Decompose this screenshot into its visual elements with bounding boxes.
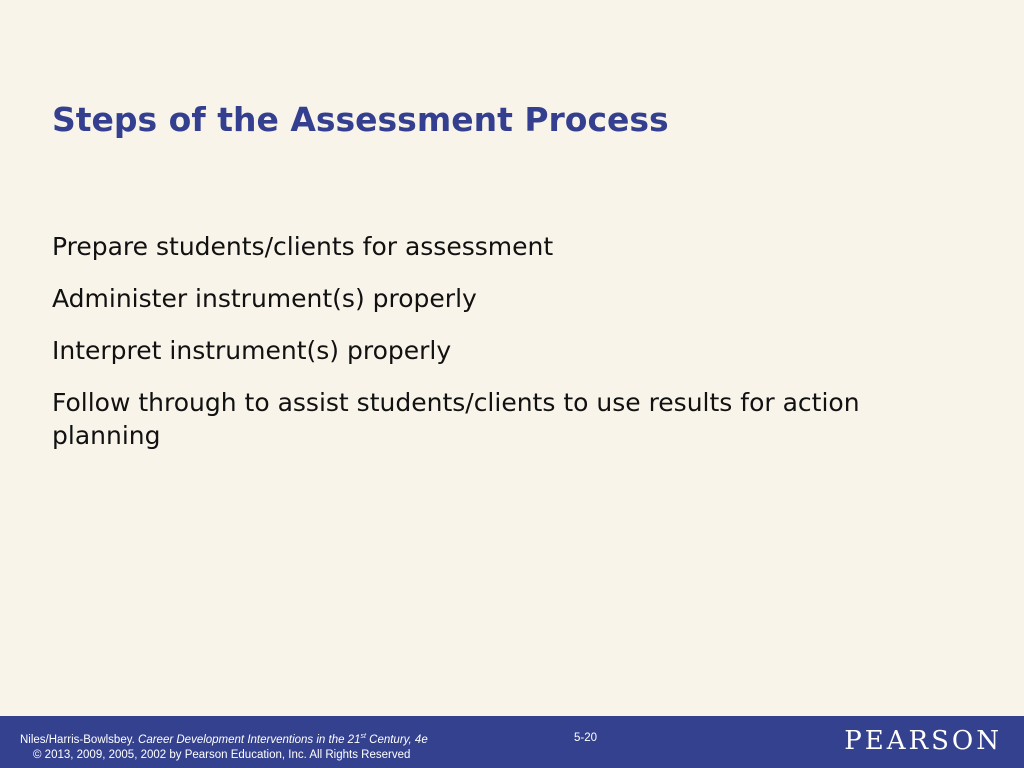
page-number: 5-20 bbox=[574, 732, 598, 744]
footer-book-title-sup: st bbox=[360, 733, 366, 740]
footer-copyright: © 2013, 2009, 2005, 2002 by Pearson Education, Inc. All Rights Reserved bbox=[33, 749, 411, 761]
footer-book-title-part1: Career Development Interventions in the 21 bbox=[138, 733, 361, 746]
bullet-list bbox=[52, 230, 932, 471]
footer-bar bbox=[0, 716, 1024, 768]
bullet-item: Administer instrument(s) properly bbox=[52, 284, 477, 313]
bullet-item: Interpret instrument(s) properly bbox=[52, 336, 452, 365]
bullet-item: Follow through to assist students/clients to use results for action planning bbox=[52, 388, 860, 450]
footer-book-title-part2: Century, 4e bbox=[365, 733, 428, 746]
bullet-item: Prepare students/clients for assessment bbox=[52, 232, 554, 261]
pearson-logo: PEARSON bbox=[844, 726, 1002, 756]
slide-title: Steps of the Assessment Process bbox=[52, 100, 669, 139]
footer-book-title bbox=[138, 734, 428, 746]
footer-authors: Niles/Harris-Bowlsbey. bbox=[20, 733, 135, 746]
footer-citation bbox=[20, 733, 428, 746]
